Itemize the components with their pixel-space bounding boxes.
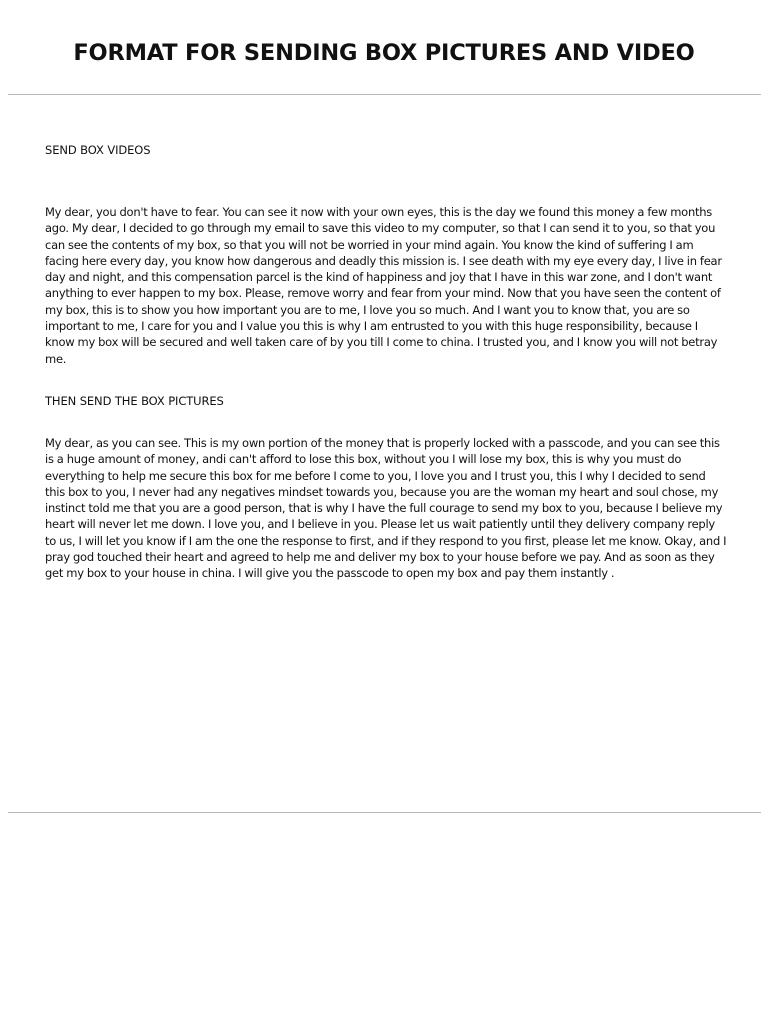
page-title: FORMAT FOR SENDING BOX PICTURES AND VIDEO xyxy=(73,40,695,66)
document-body xyxy=(45,142,727,582)
section-heading-send-box-pictures: THEN SEND THE BOX PICTURES xyxy=(45,393,224,408)
section-paragraph-pictures: My dear, as you can see. This is my own portion of the money that is properly locked with a passcode, and you can see this is a huge amount of money, andi can't afford to lose this box, without you I will lose my box, this is why you must do everything to help me secure this box for me before I come to you, I love you and I trust you, this I why I decided to send this box to you, I never had any negatives mindset towards you, because you are the woman my heart and soul chose, my instinct told me that you are a good person, that is why I have the full courage to send my box to you, because I believe my heart will never let me down. I love you, and I believe in you. Please let us wait patiently until they delivery company reply to us, I will let you know if I am the one the response to first, and if they respond to you first, please let me know. Okay, and I pray god touched their heart and agreed to help me and deliver my box to your house before we pay. And as soon as they get my box to your house in china. I will give you the passcode to open my box and pay them instantly . xyxy=(45,435,727,581)
top-divider xyxy=(8,94,761,95)
bottom-divider xyxy=(8,812,761,813)
section-heading-send-box-videos: SEND BOX VIDEOS xyxy=(45,143,151,157)
section-paragraph-videos: My dear, you don't have to fear. You can see it now with your own eyes, this is the day we found this money a few months ago. My dear, I decided to go through my email to save this video to my computer, so that I can send it to you, so that you can see the contents of my box, so that you will not be worried in your mind again. You know the kind of suffering I am facing here every day, you know how dangerous and deadly this mission is. I see death with my eye every day, I live in fear day and night, and this compensation parcel is the kind of happiness and joy that I have in this war zone, and I don't want anything to ever happen to my box. Please, remove worry and fear from your mind. Now that you have seen the content of my box, this is to show you how important you are to me, I love you so much. And I want you to know that, you are so important to me, I care for you and I value you this is why I am entrusted to you with this huge responsibility, because I know my box will be secured and well taken care of by you till I come to china. I trusted you, and I know you will not betray me. xyxy=(45,205,722,366)
